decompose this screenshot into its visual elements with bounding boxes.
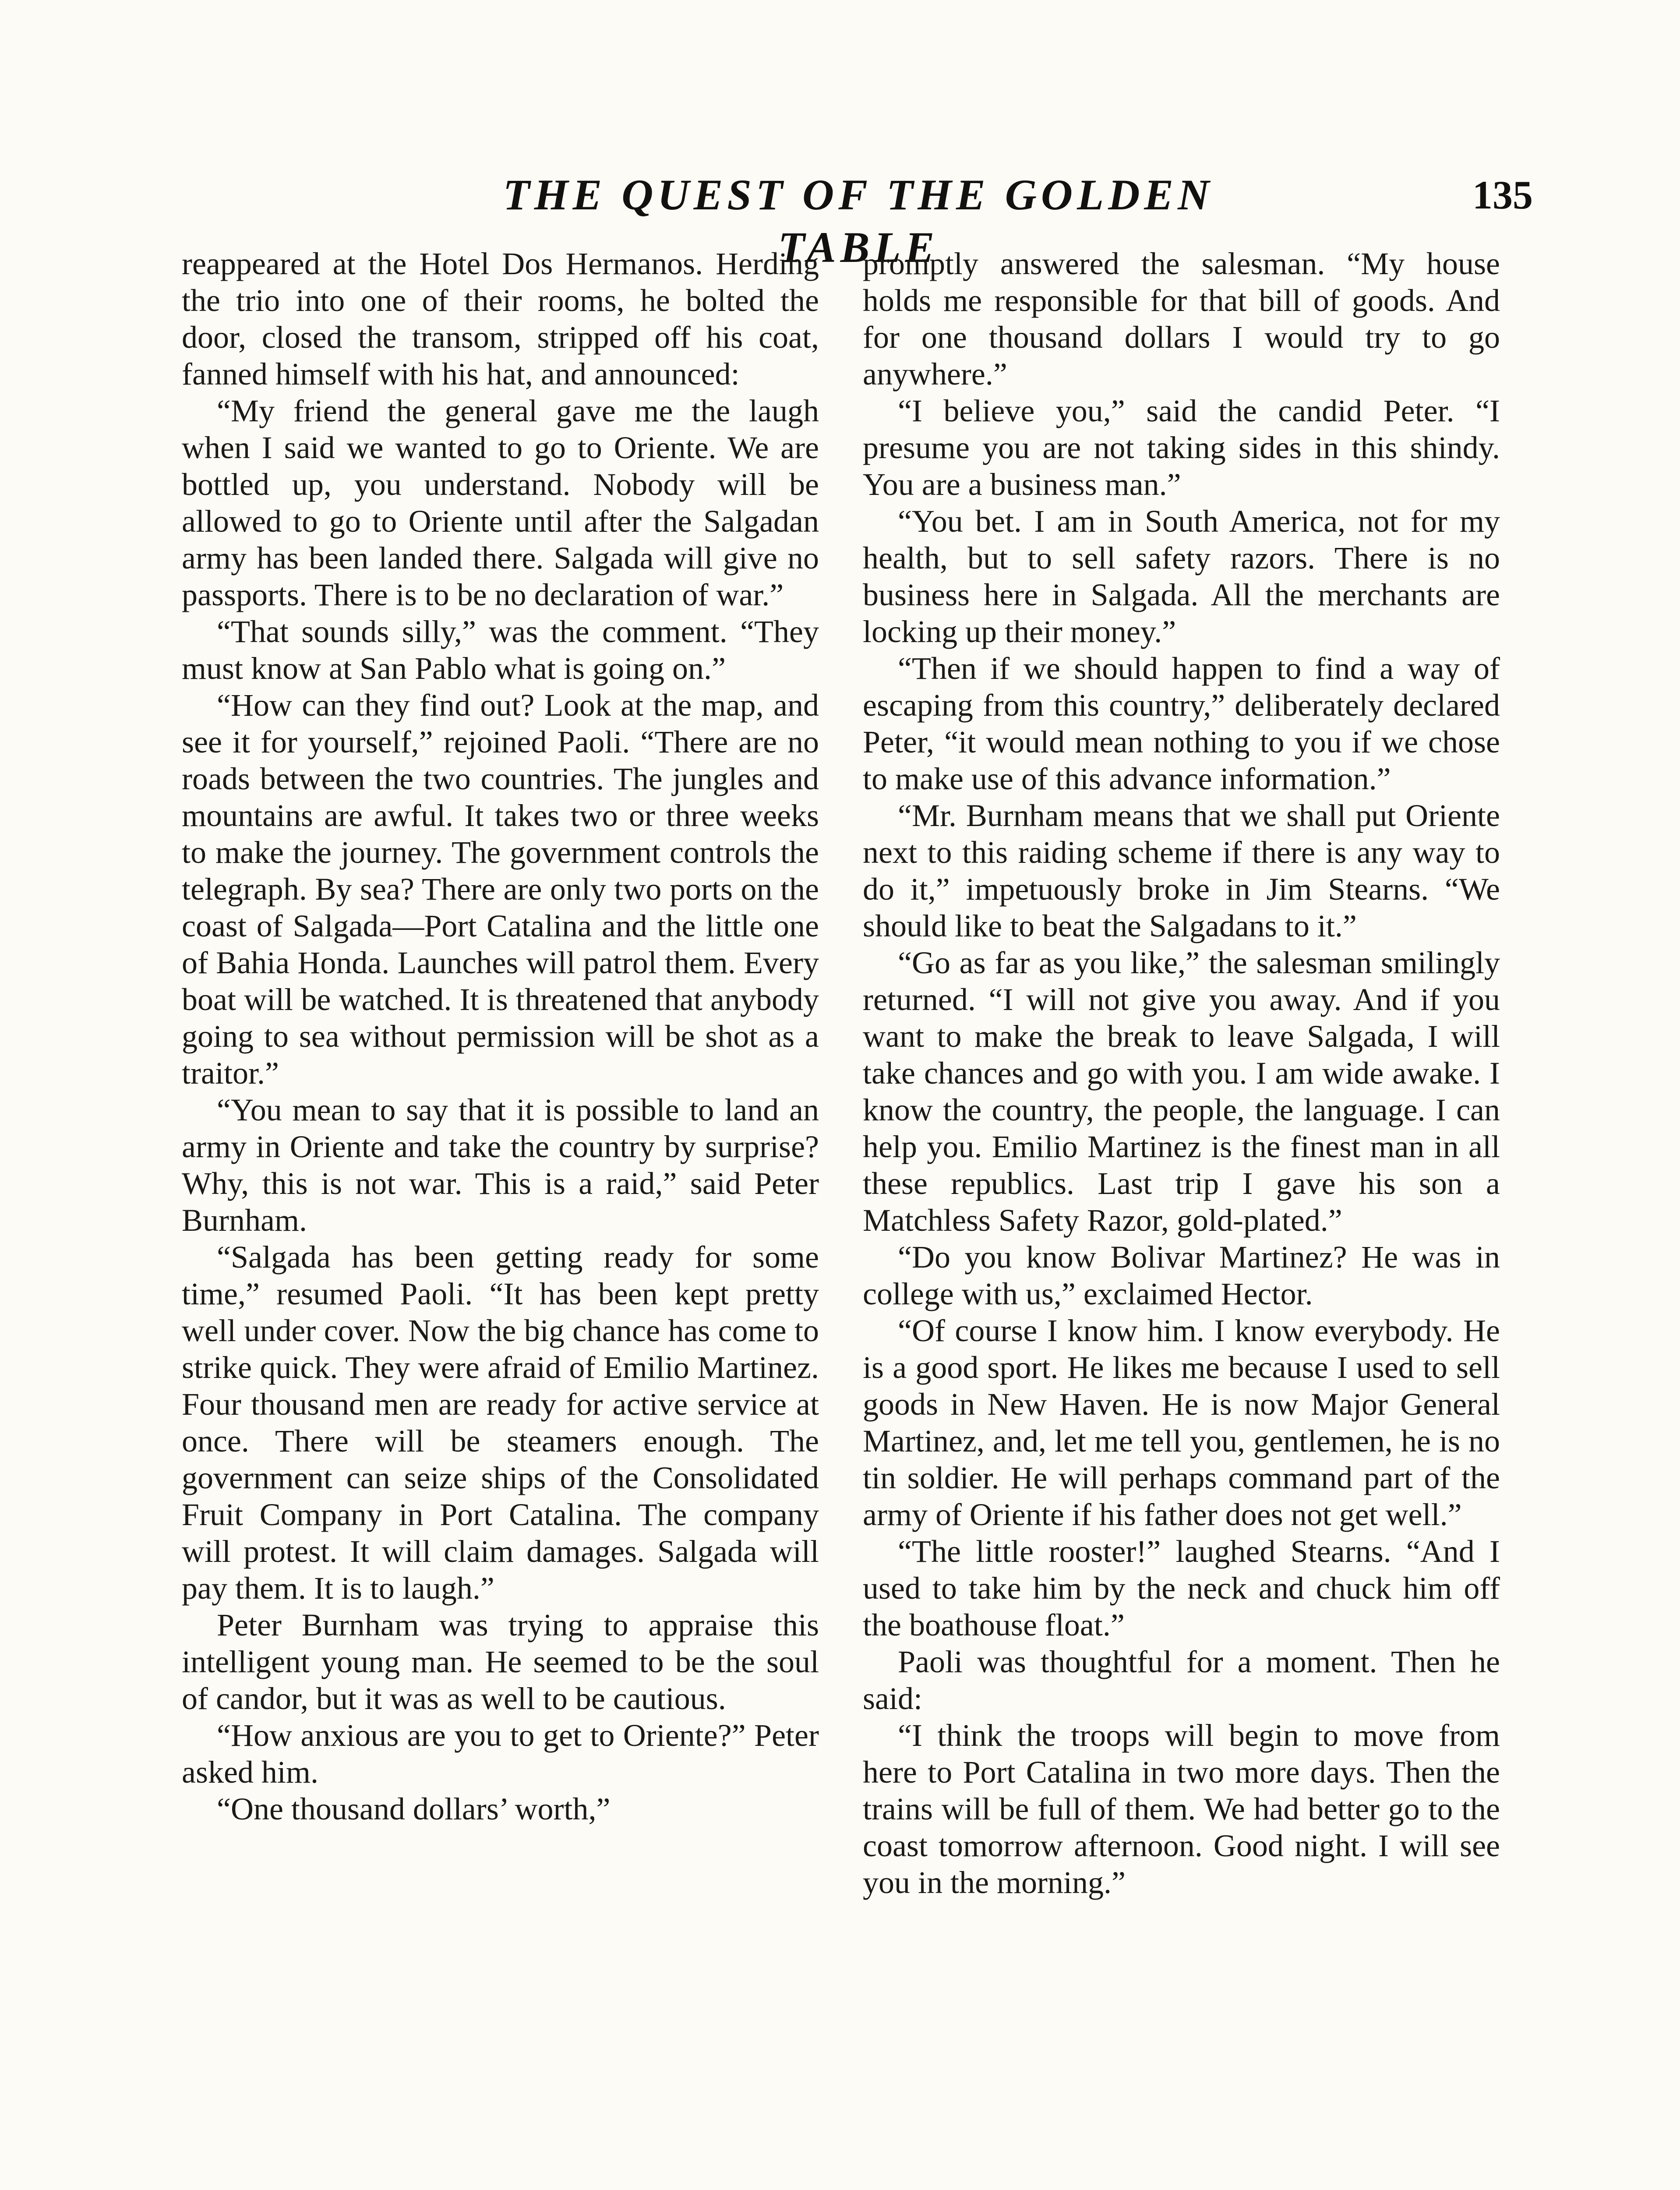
- paragraph: “Of course I know him. I know everybody. He is a good sport. He likes me because I used to sell goods in New Haven. He is now Major General Martinez, and, let me tell you, gentlemen, he is no tin soldier. He will perhaps command part of the army of Oriente if his father does not get well.”: [863, 1313, 1500, 1532]
- paragraph: “Do you know Bolivar Martinez? He was in college with us,” exclaimed Hector.: [863, 1240, 1500, 1311]
- running-title: THE QUEST OF THE GOLDEN TABLE: [503, 170, 1214, 272]
- paragraph: “My friend the general gave me the laugh when I said we wanted to go to Oriente. We are bottled up, you understand. Nobody will be allowed to go to Oriente until after the Salgadan army has been landed there. Salgada will give no passports. There is to be no declaration of war.”: [182, 393, 819, 612]
- page-number: 135: [1472, 173, 1533, 217]
- paragraph: “Then if we should happen to find a way of escaping from this country,” deliberately declared Peter, “it would mean nothing to you if we chose to make use of this advance information.”: [863, 651, 1500, 796]
- paragraph: reappeared at the Hotel Dos Hermanos. Herding the trio into one of their rooms, he bolted the door, closed the transom, stripped off his coat, fanned himself with his hat, and announced:: [182, 246, 819, 392]
- paragraph: “How can they find out? Look at the map, and see it for yourself,” rejoined Paoli. “There are no roads between the two countries. The jungles and mountains are awful. It takes two or three weeks to make the journey. The government controls the telegraph. By sea? There are only two ports on the coast of Salgada—Port Catalina and the little one of Bahia Honda. Launches will patrol them. Every boat will be watched. It is threatened that anybody going to sea without permission will be shot as a traitor.”: [182, 688, 819, 1091]
- right-column: [863, 245, 1500, 1901]
- paragraph: “How anxious are you to get to Oriente?” Peter asked him.: [182, 1718, 819, 1790]
- paragraph: “You mean to say that it is possible to land an army in Oriente and take the country by surprise? Why, this is not war. This is a raid,” said Peter Burnham.: [182, 1092, 819, 1238]
- paragraph: “I believe you,” said the candid Peter. “I presume you are not taking sides in this shindy. You are a business man.”: [863, 393, 1500, 502]
- paragraph: “You bet. I am in South America, not for my health, but to sell safety razors. There is no business here in Salgada. All the merchants are locking up their money.”: [863, 504, 1500, 649]
- paragraph: “I think the troops will begin to move from here to Port Catalina in two more days. Then the trains will be full of them. We had better go to the coast tomorrow afternoon. Good night. I will see you in the morning.”: [863, 1718, 1500, 1900]
- paragraph: “One thousand dollars’ worth,”: [217, 1791, 611, 1826]
- paragraph: “Go as far as you like,” the salesman smilingly returned. “I will not give you away. And if you want to make the break to leave Salgada, I will take chances and go with you. I am wide awake. I know the country, the people, the language. I can help you. Emilio Martinez is the finest man in all these republics. Last trip I gave his son a Matchless Safety Razor, gold-plated.”: [863, 945, 1500, 1238]
- paragraph: “Mr. Burnham means that we shall put Oriente next to this raiding scheme if there is any way to do it,” impetuously broke in Jim Stearns. “We should like to beat the Salgadans to it.”: [863, 798, 1500, 943]
- left-column: [182, 245, 819, 1827]
- paragraph: “Salgada has been getting ready for some time,” resumed Paoli. “It has been kept pretty well under cover. Now the big chance has come to strike quick. They were afraid of Emilio Martinez. Four thousand men are ready for active service at once. There will be steamers enough. The government can seize ships of the Consolidated Fruit Company in Port Catalina. The company will protest. It will claim damages. Salgada will pay them. It is to laugh.”: [182, 1240, 819, 1606]
- paragraph: “That sounds silly,” was the comment. “They must know at San Pablo what is going on.”: [182, 614, 819, 686]
- paragraph: Paoli was thoughtful for a moment. Then he said:: [863, 1644, 1500, 1716]
- paragraph: Peter Burnham was trying to appraise this intelligent young man. He seemed to be the soul of candor, but it was as well to be cautious.: [182, 1607, 819, 1716]
- paragraph: promptly answered the salesman. “My house holds me responsible for that bill of goods. And for one thousand dollars I would try to go anywhere.”: [863, 246, 1500, 392]
- paragraph: “The little rooster!” laughed Stearns. “And I used to take him by the neck and chuck him off the boathouse float.”: [863, 1534, 1500, 1642]
